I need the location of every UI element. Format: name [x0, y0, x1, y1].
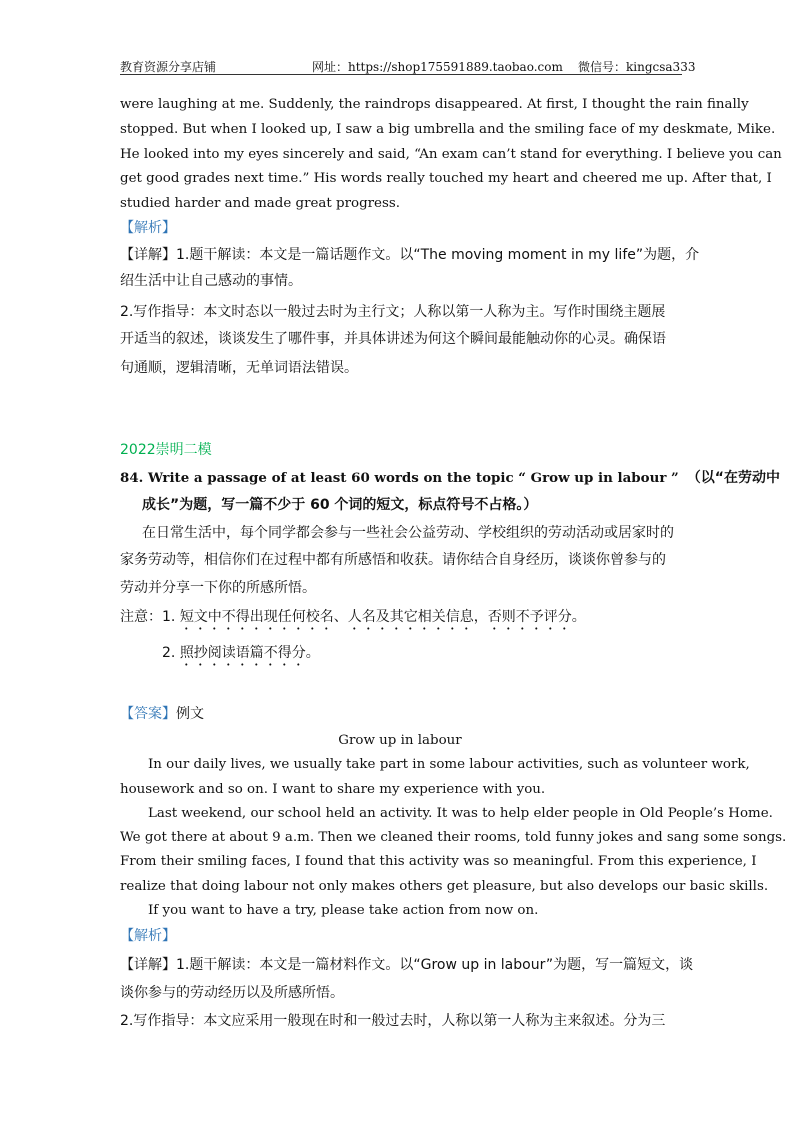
analysis-line: 【详解】1.题干解读：本文是一篇材料作文。以“Grow up in labour”为题，写一篇短文，谈: [120, 957, 694, 973]
essay1-line: He looked into my eyes sincerely and said, “An exam can’t stand for everything. I believe you can: [120, 147, 782, 162]
answer-line: Last weekend, our school held an activity. It was to help elder people in Old People’s Home.: [148, 806, 773, 821]
answer-essay-title: Grow up in labour: [338, 733, 462, 748]
analysis-heading: 【解析】: [120, 928, 176, 944]
analysis-line: 绍生活中让自己感动的事情。: [120, 273, 302, 289]
analysis-heading: 【解析】: [120, 220, 176, 236]
detail-label: 【详解】: [120, 247, 176, 263]
header-wechat: 微信号：kingcsa333: [578, 60, 696, 74]
essay1-line: get good grades next time.” His words really touched my heart and cheered me up. After that, I: [120, 171, 772, 186]
analysis-line: 开适当的叙述，谈谈发生了哪件事，并具体讲述为何这个瞬间最能触动你的心灵。确保语: [120, 331, 666, 347]
note-text: 短文中不得出现任何校名、人名及其它相关信息，否则不予评分。: [179, 609, 586, 625]
question-title-cont: 成长”为题，写一篇不少于 60 个词的短文，标点符号不占格。）: [142, 497, 538, 513]
question-source: 2022崇明二模: [120, 442, 212, 458]
header-url: 网址：https://shop175591889.taobao.com: [312, 60, 563, 74]
question-prompt: 在日常生活中，每个同学都会参与一些社会公益劳动、学校组织的劳动活动或居家时的: [142, 525, 674, 541]
question-prompt: 家务劳动等，相信你们在过程中都有所感悟和收获。请你结合自身经历，谈谈你曾参与的: [120, 552, 666, 568]
analysis-line: 【详解】1.题干解读：本文是一篇话题作文。以“The moving moment in my life”为题，介: [120, 247, 700, 263]
answer-line: If you want to have a try, please take action from now on.: [148, 903, 539, 918]
note-text: 照抄阅读语篇不得分。: [179, 645, 320, 661]
answer-line: We got there at about 9 a.m. Then we cleaned their rooms, told funny jokes and sang some songs.: [120, 830, 787, 845]
analysis-line: 句通顺，逻辑清晰，无单词语法错误。: [120, 360, 358, 376]
page-header: [120, 58, 696, 74]
essay1-line: studied harder and made great progress.: [120, 196, 400, 211]
answer-line: housework and so on. I want to share my experience with you.: [120, 782, 546, 797]
question-title: 84. Write a passage of at least 60 words on the topic “ Grow up in labour ” （以“在劳动中: [120, 470, 780, 486]
detail-label: 【详解】: [120, 957, 176, 973]
header-shop-name: 教育资源分享店铺: [120, 60, 217, 74]
header-divider: [120, 74, 682, 75]
analysis-line: 2.写作指导：本文应采用一般现在时和一般过去时，人称以第一人称为主来叙述。分为三: [120, 1013, 666, 1029]
answer-line: From their smiling faces, I found that this activity was so meaningful. From this experience, I: [120, 854, 757, 869]
question-note-2: 2. 照抄阅读语篇不得分。: [162, 645, 320, 661]
answer-line: In our daily lives, we usually take part in some labour activities, such as volunteer work,: [148, 757, 750, 772]
question-prompt: 劳动并分享一下你的所感所悟。: [120, 580, 316, 596]
analysis-line: 谈你参与的劳动经历以及所感所悟。: [120, 985, 344, 1001]
analysis-line: 2.写作指导：本文时态以一般过去时为主行文；人称以第一人称为主。写作时围绕主题展: [120, 304, 666, 320]
answer-line: realize that doing labour not only makes others get pleasure, but also develops our basic skills.: [120, 879, 769, 894]
question-note-1: 注意：1. 短文中不得出现任何校名、人名及其它相关信息，否则不予评分。: [120, 609, 586, 625]
answer-heading: 【答案】例文: [120, 706, 204, 722]
answer-label: 【答案】: [120, 706, 176, 722]
essay1-line: were laughing at me. Suddenly, the raindrops disappeared. At first, I thought the rain finally: [120, 97, 749, 112]
essay1-line: stopped. But when I looked up, I saw a big umbrella and the smiling face of my deskmate, Mike.: [120, 122, 776, 137]
